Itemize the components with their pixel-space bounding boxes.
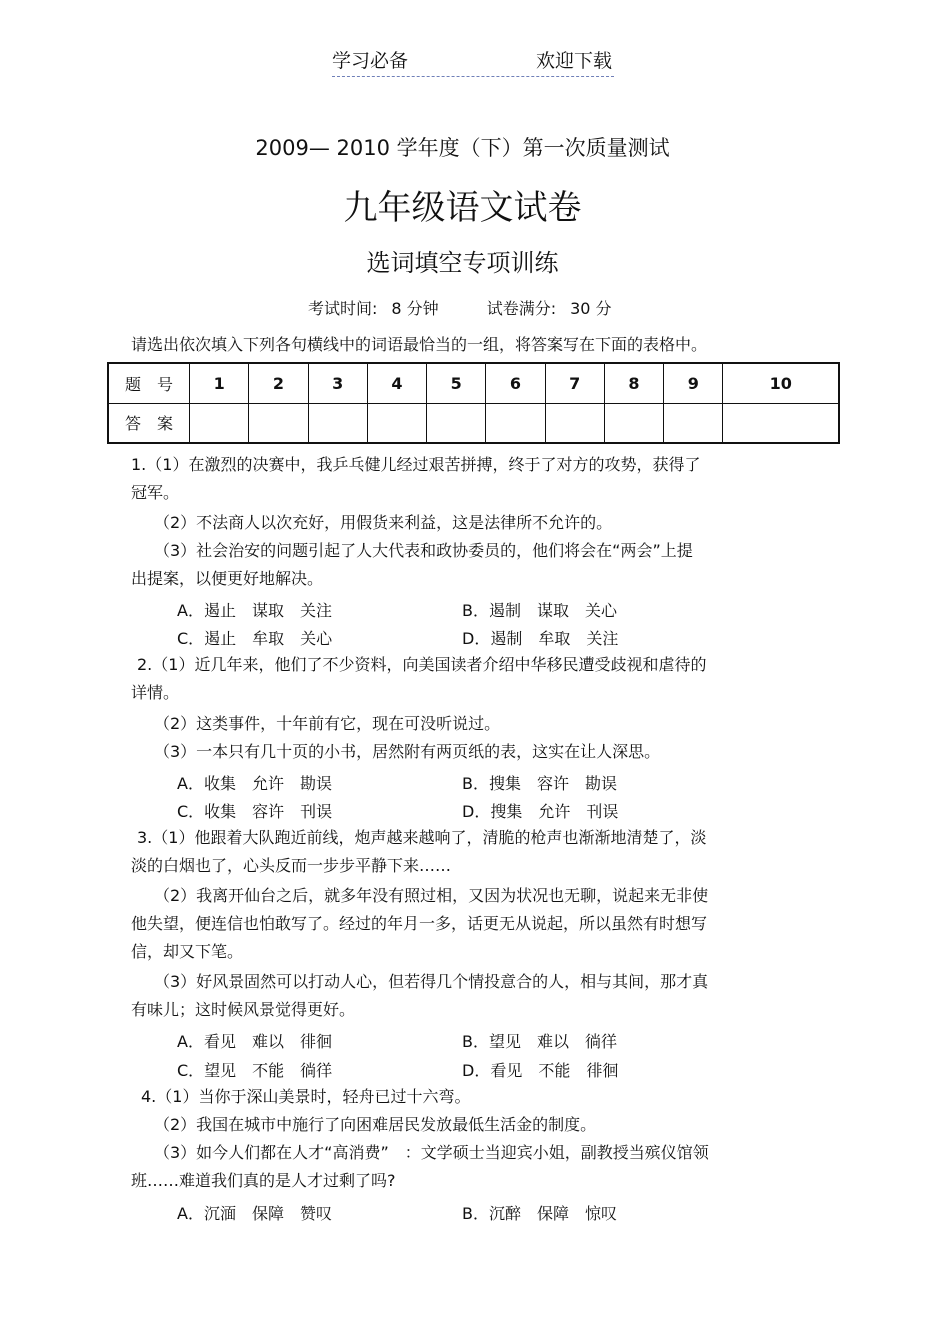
q2-sentence-3: （3）一本只有几十页的小书，居然附有两页纸的表，这实在让人深思。 xyxy=(154,742,661,761)
q3-sentence-1-cont: 淡的白烟也了，心头反而一步步平静下来…… xyxy=(131,856,452,875)
answer-cell[interactable] xyxy=(427,403,486,443)
row-header-answer: 答 案 xyxy=(108,403,190,443)
exam-main-title: 九年级语文试卷 xyxy=(343,188,582,228)
q4-sentence-3-cont: 班……难道我们真的是人才过剩了吗? xyxy=(131,1171,396,1190)
exam-meta xyxy=(308,296,612,319)
q2-sentence-1-cont: 详情。 xyxy=(131,683,180,702)
instructions: 请选出依次填入下列各句横线中的词语最恰当的一组，将答案写在下面的表格中。 xyxy=(131,335,708,354)
answer-cell[interactable] xyxy=(604,403,663,443)
question-number-cell: 7 xyxy=(545,363,604,403)
question-number-cell: 10 xyxy=(723,363,839,403)
row-header-number: 题 号 xyxy=(108,363,190,403)
q3-sentence-3-cont: 有味儿；这时候风景觉得更好。 xyxy=(131,1000,356,1019)
q1-sentence-3-cont: 出提案，以便更好地解决。 xyxy=(131,569,324,588)
answer-row xyxy=(108,403,839,443)
answer-cell[interactable] xyxy=(664,403,723,443)
header-left-text: 学习必备 xyxy=(332,50,409,72)
q3-sentence-2-end: 信，却又下笔。 xyxy=(131,942,244,961)
q1-option-c[interactable]: C．遏止 牟取 关心 xyxy=(177,629,333,648)
q4-option-b[interactable]: B．沉醉 保障 惊叹 xyxy=(462,1204,617,1223)
question-number-cell: 5 xyxy=(427,363,486,403)
question-number-row xyxy=(108,363,839,403)
question-number-cell: 6 xyxy=(486,363,545,403)
time-value: 8 分钟 xyxy=(391,299,439,318)
q3-option-a[interactable]: A．看见 难以 徘徊 xyxy=(177,1032,332,1051)
q4-sentence-2: （2）我国在城市中施行了向困难居民发放最低生活金的制度。 xyxy=(154,1115,597,1134)
question-number-cell: 4 xyxy=(367,363,426,403)
time-label: 考试时间: xyxy=(308,299,378,318)
q1-sentence-1: 1.（1）在激烈的决赛中，我乒乓健儿经过艰苦拼搏，终于了对方的攻势，获得了 xyxy=(131,455,701,474)
exam-subtitle: 选词填空专项训练 xyxy=(366,249,559,277)
q4-sentence-3: （3）如今人们都在人才“高消费” ：文学硕士当迎宾小姐，副教授当殡仪馆领 xyxy=(154,1143,709,1162)
answer-cell[interactable] xyxy=(723,403,839,443)
q3-option-b[interactable]: B．望见 难以 徜徉 xyxy=(462,1032,617,1051)
q1-sentence-3: （3）社会治安的问题引起了人大代表和政协委员的，他们将会在“两会”上提 xyxy=(154,541,693,560)
q1-option-a[interactable]: A．遏止 谋取 关注 xyxy=(177,601,332,620)
q1-sentence-2: （2）不法商人以次充好，用假货来利益，这是法律所不允许的。 xyxy=(154,513,613,532)
q3-option-d[interactable]: D．看见 不能 徘徊 xyxy=(462,1061,619,1080)
answer-cell[interactable] xyxy=(190,403,249,443)
q3-sentence-2-cont: 他失望，便连信也怕敢写了。经过的年月一多，话更无从说起，所以虽然有时想写 xyxy=(131,914,708,933)
q4-option-a[interactable]: A．沉湎 保障 赞叹 xyxy=(177,1204,332,1223)
q3-option-c[interactable]: C．望见 不能 徜徉 xyxy=(177,1061,333,1080)
answer-cell[interactable] xyxy=(486,403,545,443)
q3-sentence-1: 3.（1）他跟着大队跑近前线，炮声越来越响了，清脆的枪声也渐渐地清楚了，淡 xyxy=(137,828,707,847)
question-number-cell: 3 xyxy=(308,363,367,403)
exam-term-title: 2009— 2010 学年度（下）第一次质量测试 xyxy=(255,136,670,160)
question-number-cell: 2 xyxy=(249,363,308,403)
q2-option-a[interactable]: A．收集 允许 勘误 xyxy=(177,774,332,793)
question-number-cell: 8 xyxy=(604,363,663,403)
q2-sentence-1: 2.（1）近几年来，他们了不少资料，向美国读者介绍中华移民遭受歧视和虐待的 xyxy=(137,655,707,674)
question-number-cell: 9 xyxy=(664,363,723,403)
answer-cell[interactable] xyxy=(545,403,604,443)
q4-sentence-1: 4.（1）当你于深山美景时，轻舟已过十六弯。 xyxy=(141,1087,471,1106)
page-header xyxy=(332,46,614,77)
q2-sentence-2: （2）这类事件，十年前有它，现在可没听说过。 xyxy=(154,714,501,733)
answer-cell[interactable] xyxy=(367,403,426,443)
q2-option-c[interactable]: C．收集 容许 刊误 xyxy=(177,802,333,821)
score-value: 30 分 xyxy=(570,299,612,318)
q3-sentence-2: （2）我离开仙台之后，就多年没有照过相，又因为状况也无聊，说起来无非使 xyxy=(154,886,709,905)
answer-cell[interactable] xyxy=(308,403,367,443)
q2-option-d[interactable]: D．搜集 允许 刊误 xyxy=(462,802,619,821)
score-label: 试卷满分: xyxy=(486,299,557,318)
header-right-text: 欢迎下载 xyxy=(535,50,612,72)
question-number-cell: 1 xyxy=(190,363,249,403)
q2-option-b[interactable]: B．搜集 容许 勘误 xyxy=(462,774,617,793)
q1-option-d[interactable]: D．遏制 牟取 关注 xyxy=(462,629,619,648)
q1-sentence-1-cont: 冠军。 xyxy=(131,483,180,502)
answer-cell[interactable] xyxy=(249,403,308,443)
q1-option-b[interactable]: B．遏制 谋取 关心 xyxy=(462,601,617,620)
q3-sentence-3: （3）好风景固然可以打动人心，但若得几个情投意合的人，相与其间，那才真 xyxy=(154,972,709,991)
answer-table xyxy=(107,362,840,444)
